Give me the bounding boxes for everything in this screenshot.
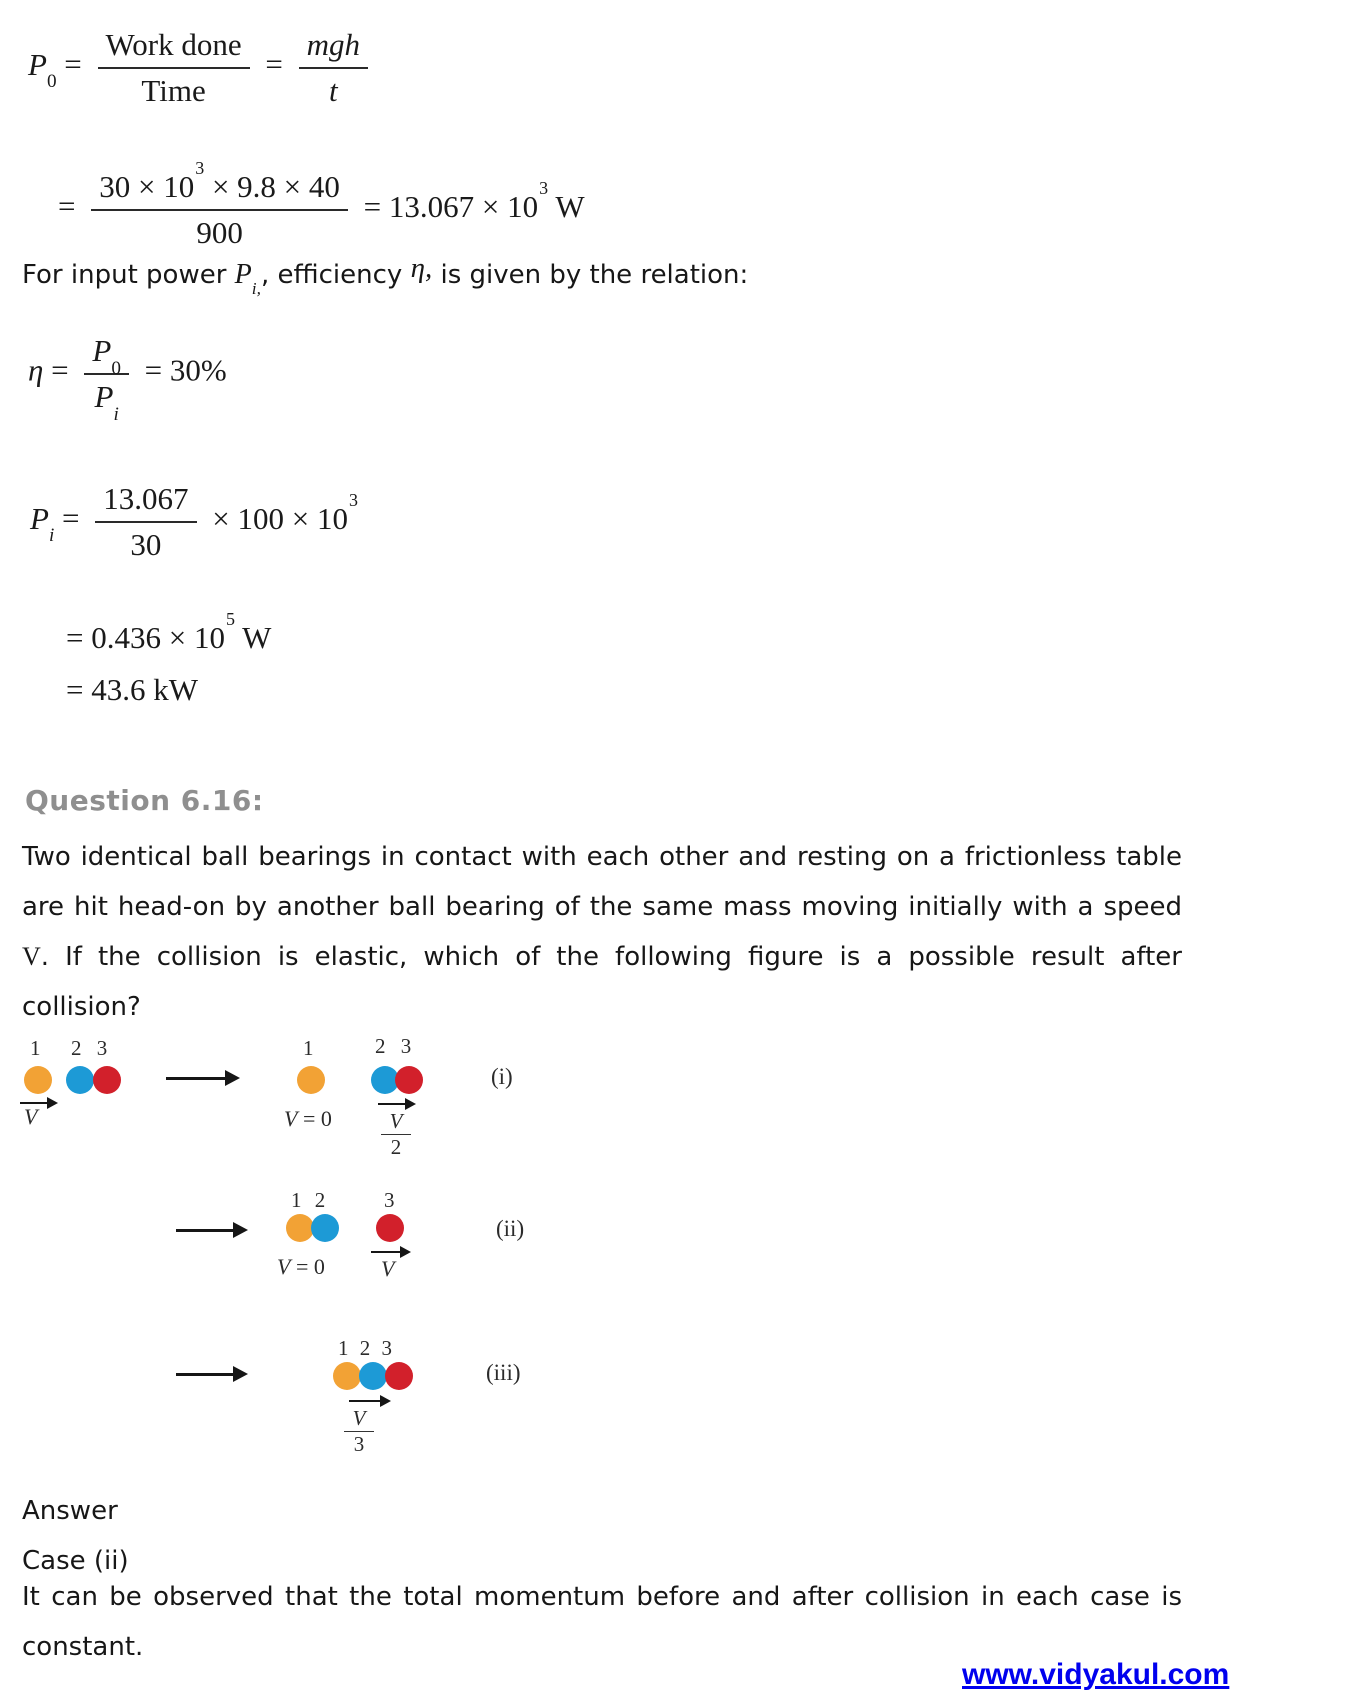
- sentence-text: is given by the relation:: [432, 260, 749, 290]
- question-body: . If the collision is elastic, which of the following figure is a possible result after collision?: [22, 942, 1182, 1022]
- balls-1-2-number-labels: 1 2: [291, 1188, 326, 1212]
- balls-2-3-number-labels: 2 3: [375, 1034, 412, 1058]
- fraction-denominator: 30: [130, 527, 162, 562]
- ball-3-number-label: 3: [384, 1188, 395, 1212]
- fraction-numerator: Work done: [98, 26, 250, 69]
- exponent: 3: [195, 158, 205, 178]
- velocity-v-over-2-fraction: V 2: [381, 1110, 411, 1159]
- question-text: [22, 832, 1182, 1032]
- subscript: i: [113, 403, 119, 425]
- ball-1-orange: [24, 1066, 52, 1094]
- exponent: 5: [225, 609, 235, 629]
- answer-case: Case (ii): [22, 1546, 129, 1576]
- answer-conclusion: It can be observed that the total momentum before and after collision in each case is constant.: [22, 1582, 1182, 1662]
- eta-symbol: η: [28, 352, 44, 388]
- ball-1-orange: [297, 1066, 325, 1094]
- fraction-numerator: mgh: [299, 26, 368, 69]
- sentence-text: , efficiency: [260, 260, 411, 290]
- velocity-zero-label: V = 0: [284, 1106, 332, 1131]
- case-ii-label: (ii): [496, 1216, 525, 1241]
- equation-output-power-value: [58, 158, 585, 251]
- ball-3-red: [376, 1214, 404, 1242]
- velocity-v-over-3-fraction: V 3: [344, 1407, 374, 1456]
- ball-1-orange: [286, 1214, 314, 1242]
- fraction-denominator: Time: [141, 73, 206, 108]
- equation-rest: × $100 \times 10^3$: [212, 489, 358, 536]
- equation-result: = $13.067 \times 10^3$ W: [363, 177, 585, 224]
- balls-1-2-3-number-labels: 1 2 3: [338, 1336, 392, 1360]
- fraction-denominator: $P_i$: [94, 379, 119, 425]
- equals-sign: =: [62, 500, 80, 536]
- fraction-workdone-time: [98, 26, 250, 109]
- fraction-numerator: $P_0$: [84, 332, 129, 375]
- sentence-text: For input power: [22, 260, 235, 290]
- fraction-p0-pi: [84, 332, 129, 425]
- ball-2-blue: [359, 1362, 387, 1390]
- exponent: 3: [539, 177, 549, 198]
- equation-efficiency: [28, 332, 227, 425]
- exponent: 3: [348, 489, 358, 510]
- equals-sign: =: [51, 352, 69, 388]
- velocity-v-label: V: [381, 1256, 395, 1281]
- velocity-v-label: V: [24, 1104, 38, 1129]
- pi-subscript: i,: [251, 279, 261, 299]
- equals-sign: =: [58, 188, 76, 224]
- ball-1-orange: [333, 1362, 361, 1390]
- fraction-numerator: 13.067: [95, 480, 196, 523]
- equation-input-power-watts: = $0.436 \times 10^5$ W: [66, 609, 272, 655]
- transition-arrow-icon-row1: [166, 1070, 240, 1086]
- eta-symbol: η,: [410, 252, 433, 284]
- fraction-13067-30: [95, 480, 196, 563]
- pi-symbol: $P_i$: [30, 500, 55, 547]
- equals-sign: =: [265, 46, 283, 82]
- ball-3-red: [385, 1362, 413, 1390]
- pi-subscript: i: [48, 525, 55, 547]
- transition-arrow-icon-row3: [176, 1366, 248, 1382]
- speed-v-symbol: V: [22, 942, 41, 971]
- vidyakul-link[interactable]: www.vidyakul.com: [962, 1658, 1230, 1691]
- p0-symbol: $P_0$: [28, 46, 57, 93]
- case-iii-label: (iii): [486, 1360, 521, 1385]
- ball-1-number-label: 1: [303, 1036, 314, 1060]
- fraction-denominator: 900: [196, 215, 243, 250]
- fraction-mgh-t: [299, 26, 368, 109]
- ball-1-number-label: 1: [30, 1036, 41, 1060]
- p0-subscript: 0: [46, 71, 57, 93]
- equation-input-power: [30, 480, 358, 563]
- velocity-zero-label: V = 0: [277, 1254, 325, 1279]
- question-body: Two identical ball bearings in contact with each other and resting on a frictionless table are hit head-on by another ball bearing of the same mass moving initially with a speed: [22, 842, 1182, 922]
- equation-result: = 30%: [144, 352, 227, 388]
- ball-2-blue: [311, 1214, 339, 1242]
- balls-2-3-number-labels: 2 3: [71, 1036, 108, 1060]
- ball-2-blue: [66, 1066, 94, 1094]
- transition-arrow-icon-row2: [176, 1222, 248, 1238]
- equals-sign: =: [64, 46, 82, 82]
- ball-3-red: [93, 1066, 121, 1094]
- equation-output-power-definition: [28, 26, 376, 109]
- question-heading: Question 6.16:: [25, 784, 264, 817]
- case-i-label: (i): [491, 1064, 513, 1089]
- pi-symbol: $P_{i,}$: [234, 259, 261, 299]
- fraction-numerator: $30 \times 10^3 \times 9.8 \times 40$: [91, 168, 348, 211]
- fraction-power-calculation: [91, 158, 348, 251]
- fraction-denominator: t: [329, 73, 338, 108]
- input-power-sentence: [22, 252, 749, 299]
- ball-3-red: [395, 1066, 423, 1094]
- equation-input-power-kilowatts: = 43.6 kW: [66, 672, 198, 707]
- answer-label: Answer: [22, 1496, 118, 1526]
- subscript: 0: [111, 357, 121, 379]
